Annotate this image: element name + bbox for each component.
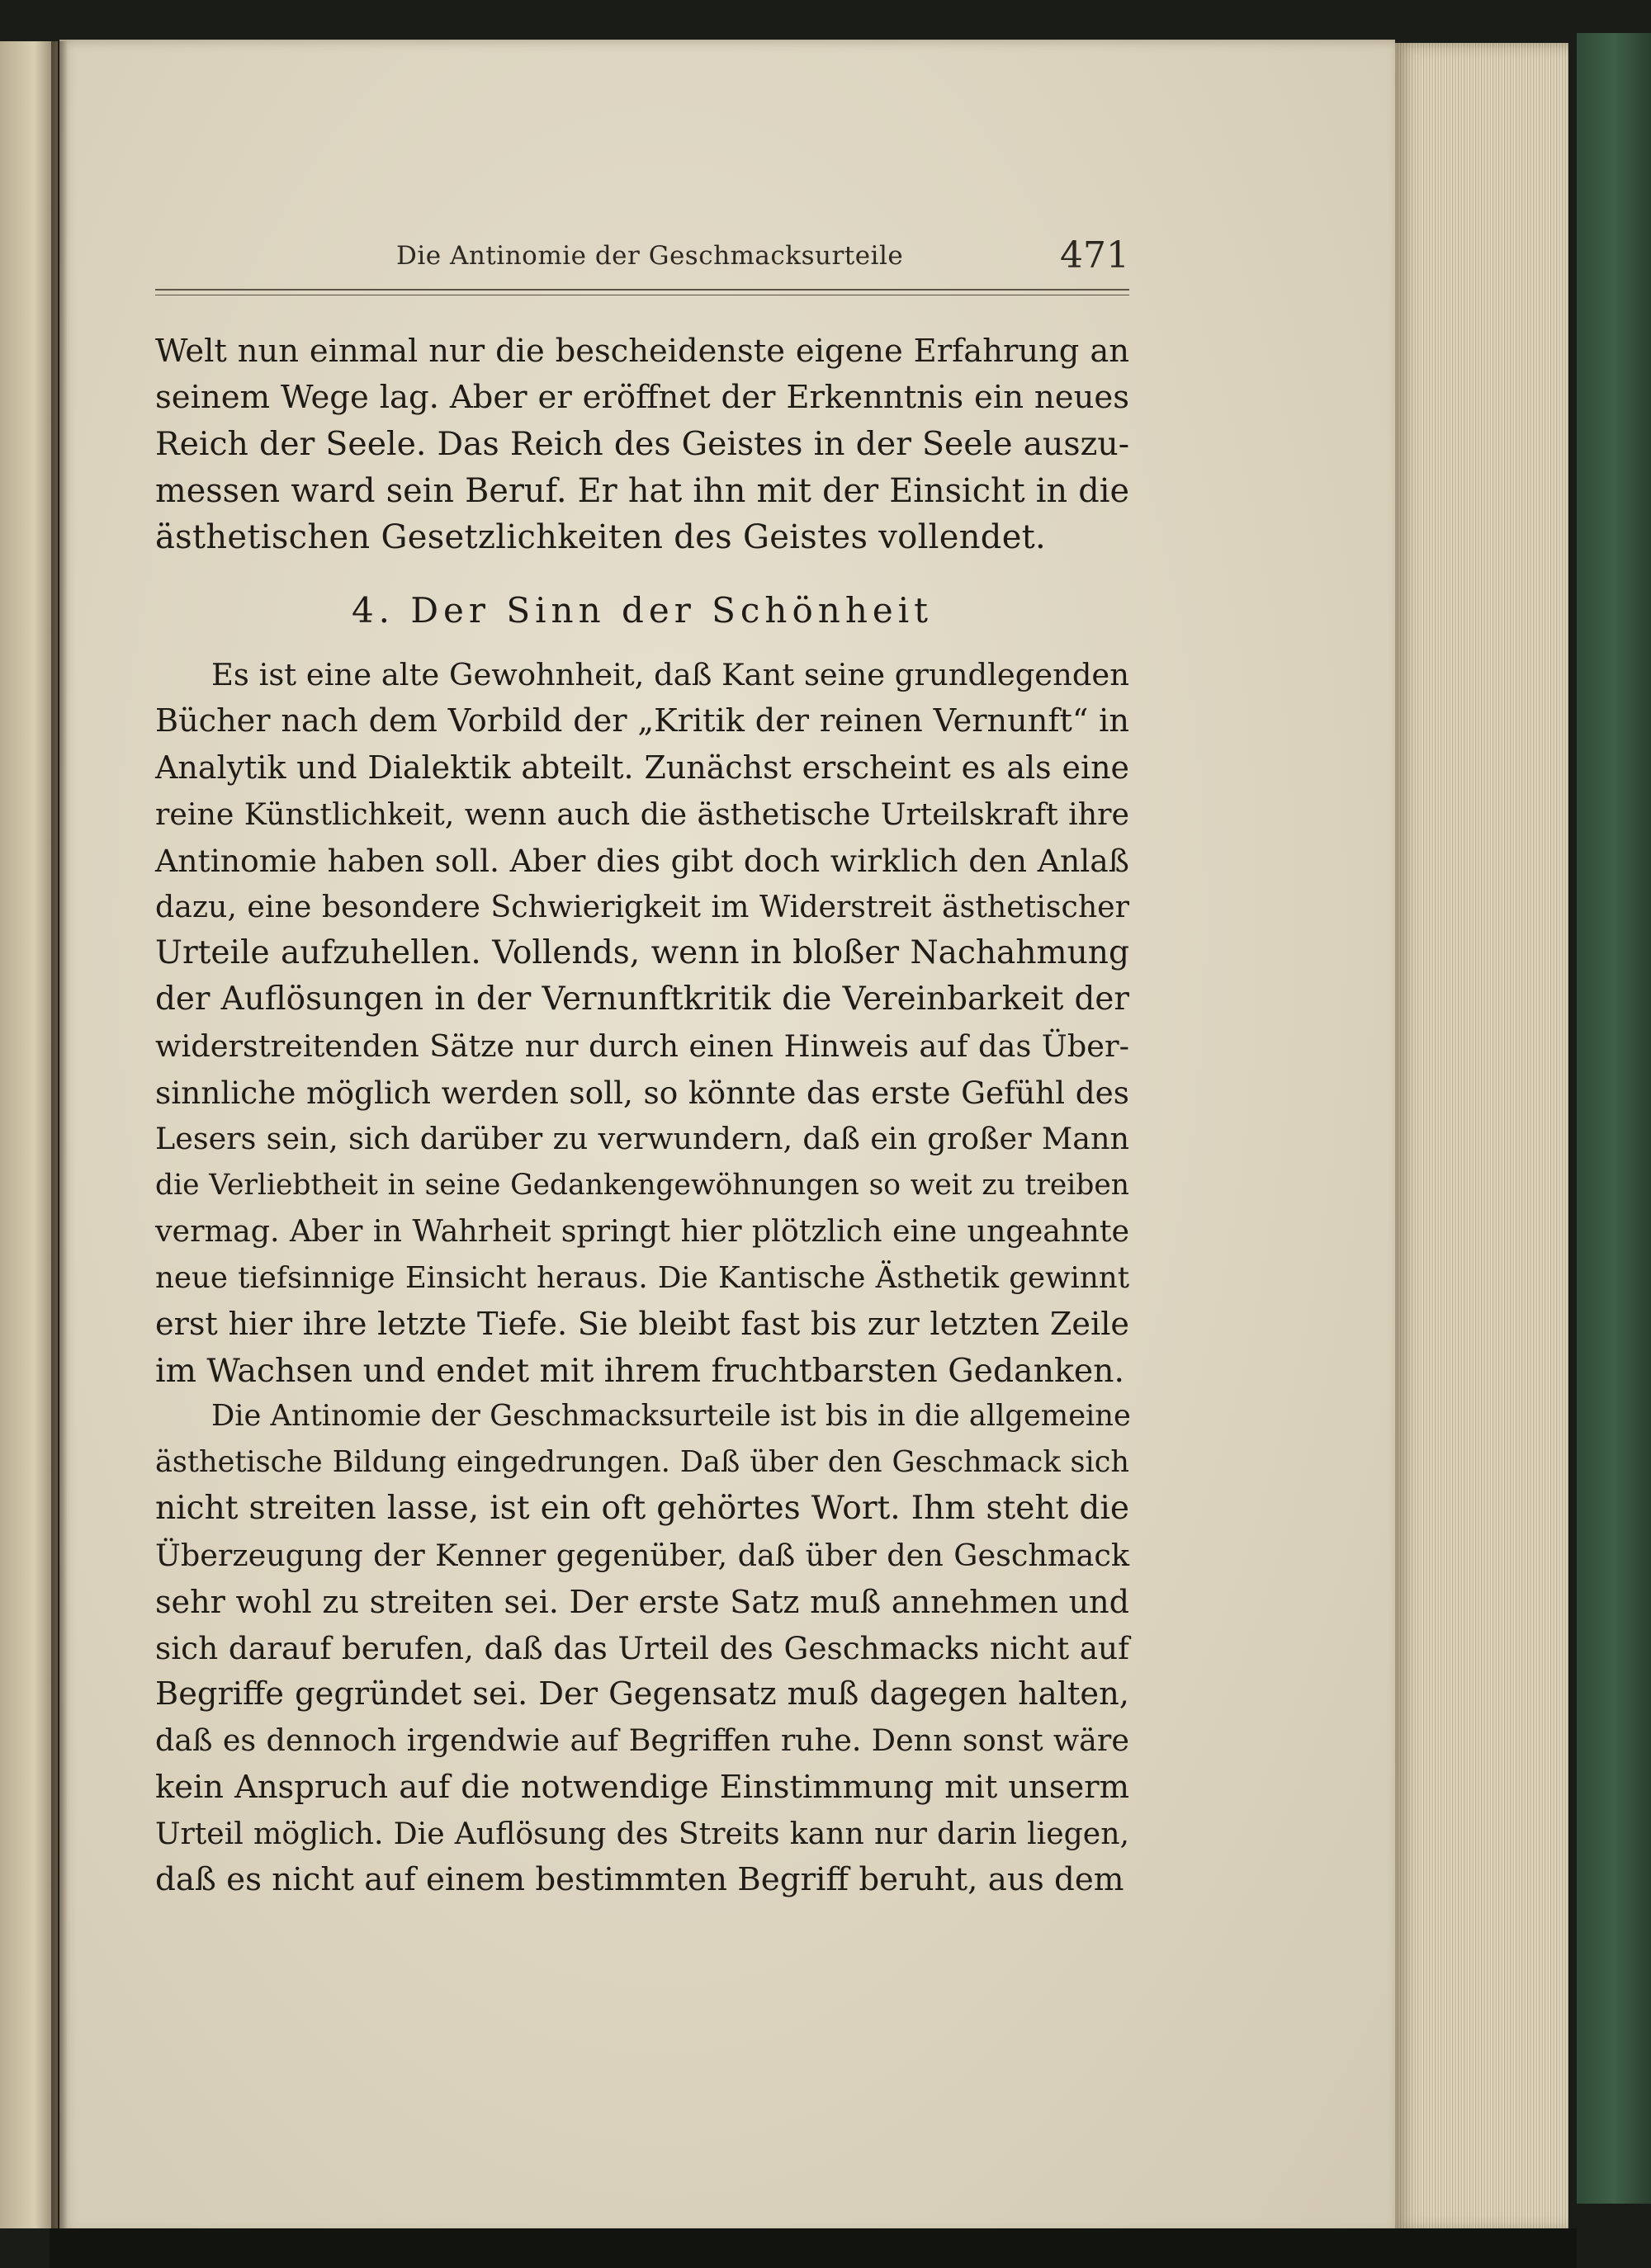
text-line: vermag. Aber in Wahrheit springt hier plötzlich eine ungeahnte — [155, 1213, 1129, 1250]
text-line: Begriffe gegründet sei. Der Gegensatz muß dagegen halten, — [155, 1675, 1129, 1713]
text-line: sich darauf berufen, daß das Urteil des Geschmacks nicht auf — [155, 1630, 1129, 1667]
text-line: neue tiefsinnige Einsicht heraus. Die Kantische Ästhetik gewinnt — [155, 1260, 1129, 1295]
paragraph-3 — [155, 1393, 1129, 1903]
text-line: ästhetische Bildung eingedrungen. Daß über den Geschmack sich — [155, 1445, 1129, 1480]
text-line: seinem Wege lag. Aber er eröffnet der Erkenntnis ein neues — [155, 379, 1129, 417]
text-line: Antinomie haben soll. Aber dies gibt doch wirklich den Anlaß — [155, 842, 1129, 879]
facing-page-edge — [0, 41, 58, 2228]
text-line: im Wachsen und endet mit ihrem fruchtbarsten Gedanken. — [155, 1352, 1124, 1391]
text-line: Überzeugung der Kenner gegenüber, daß über den Geschmack — [155, 1537, 1129, 1573]
text-line: ästhetischen Gesetzlichkeiten des Geistes vollendet. — [155, 517, 1047, 556]
paragraph-2 — [155, 652, 1129, 1394]
section-heading: 4. Der Sinn der Schönheit — [351, 590, 934, 631]
page-number: 471 — [1060, 234, 1129, 276]
text-line: sinnliche möglich werden soll, so könnte das erste Gefühl des — [155, 1074, 1129, 1111]
text-line: Urteile aufzuhellen. Vollends, wenn in bloßer Nachahmung — [155, 934, 1129, 972]
text-line: der Auflösungen in der Vernunftkritik die Vereinbarkeit der — [155, 980, 1129, 1018]
book-bottom-shadow — [50, 2228, 1577, 2268]
text-line: nicht streiten lasse, ist ein oft gehörtes Wort. Ihm steht die — [155, 1490, 1129, 1528]
paragraph-1 — [155, 328, 1129, 560]
text-line: widerstreitenden Sätze nur durch einen Hinweis auf das Über- — [155, 1028, 1129, 1064]
text-line: daß es nicht auf einem bestimmten Begriff beruht, aus dem — [155, 1861, 1124, 1899]
text-line: messen ward sein Beruf. Er hat ihn mit der Einsicht in die — [155, 471, 1129, 510]
header-rule — [155, 289, 1129, 291]
text-line: dazu, eine besondere Schwierigkeit im Widerstreit ästhetischer — [155, 889, 1129, 925]
text-line: Es ist eine alte Gewohnheit, daß Kant seine grundlegenden — [211, 657, 1129, 692]
text-line: daß es dennoch irgendwie auf Begriffen ruhe. Denn sonst wäre — [155, 1722, 1129, 1759]
page-block-edges — [1395, 43, 1568, 2232]
text-line: Welt nun einmal nur die bescheidenste eigene Erfahrung an — [155, 333, 1129, 370]
book-cover-edge — [1577, 33, 1651, 2204]
text-line: erst hier ihre letzte Tiefe. Sie bleibt fast bis zur letzten Zeile — [155, 1306, 1129, 1343]
text-line: kein Anspruch auf die notwendige Einstimmung mit unserm — [155, 1768, 1129, 1806]
text-line: sehr wohl zu streiten sei. Der erste Satz muß annehmen und — [155, 1583, 1129, 1620]
text-line: Die Antinomie der Geschmacksurteile ist bis in die allgemeine — [211, 1399, 1131, 1433]
text-line: Urteil möglich. Die Auflösung des Streits kann nur darin liegen, — [155, 1815, 1129, 1851]
text-line: Lesers sein, sich darüber zu verwundern, daß ein großer Mann — [155, 1121, 1129, 1157]
text-line: reine Künstlichkeit, wenn auch die ästhetische Urteilskraft ihre — [155, 796, 1129, 832]
text-line: Bücher nach dem Vorbild der „Kritik der reinen Vernunft“ in — [155, 703, 1129, 740]
gutter-shadow — [51, 41, 68, 2228]
text-line: Analytik und Dialektik abteilt. Zunächst erscheint es als eine — [155, 749, 1129, 787]
running-title: Die Antinomie der Geschmacksurteile — [396, 241, 904, 271]
text-line: Reich der Seele. Das Reich des Geistes in der Seele auszu- — [155, 425, 1129, 464]
running-header — [155, 234, 1129, 291]
text-line: die Verliebtheit in seine Gedankengewöhnungen so weit zu treiben — [155, 1169, 1129, 1203]
